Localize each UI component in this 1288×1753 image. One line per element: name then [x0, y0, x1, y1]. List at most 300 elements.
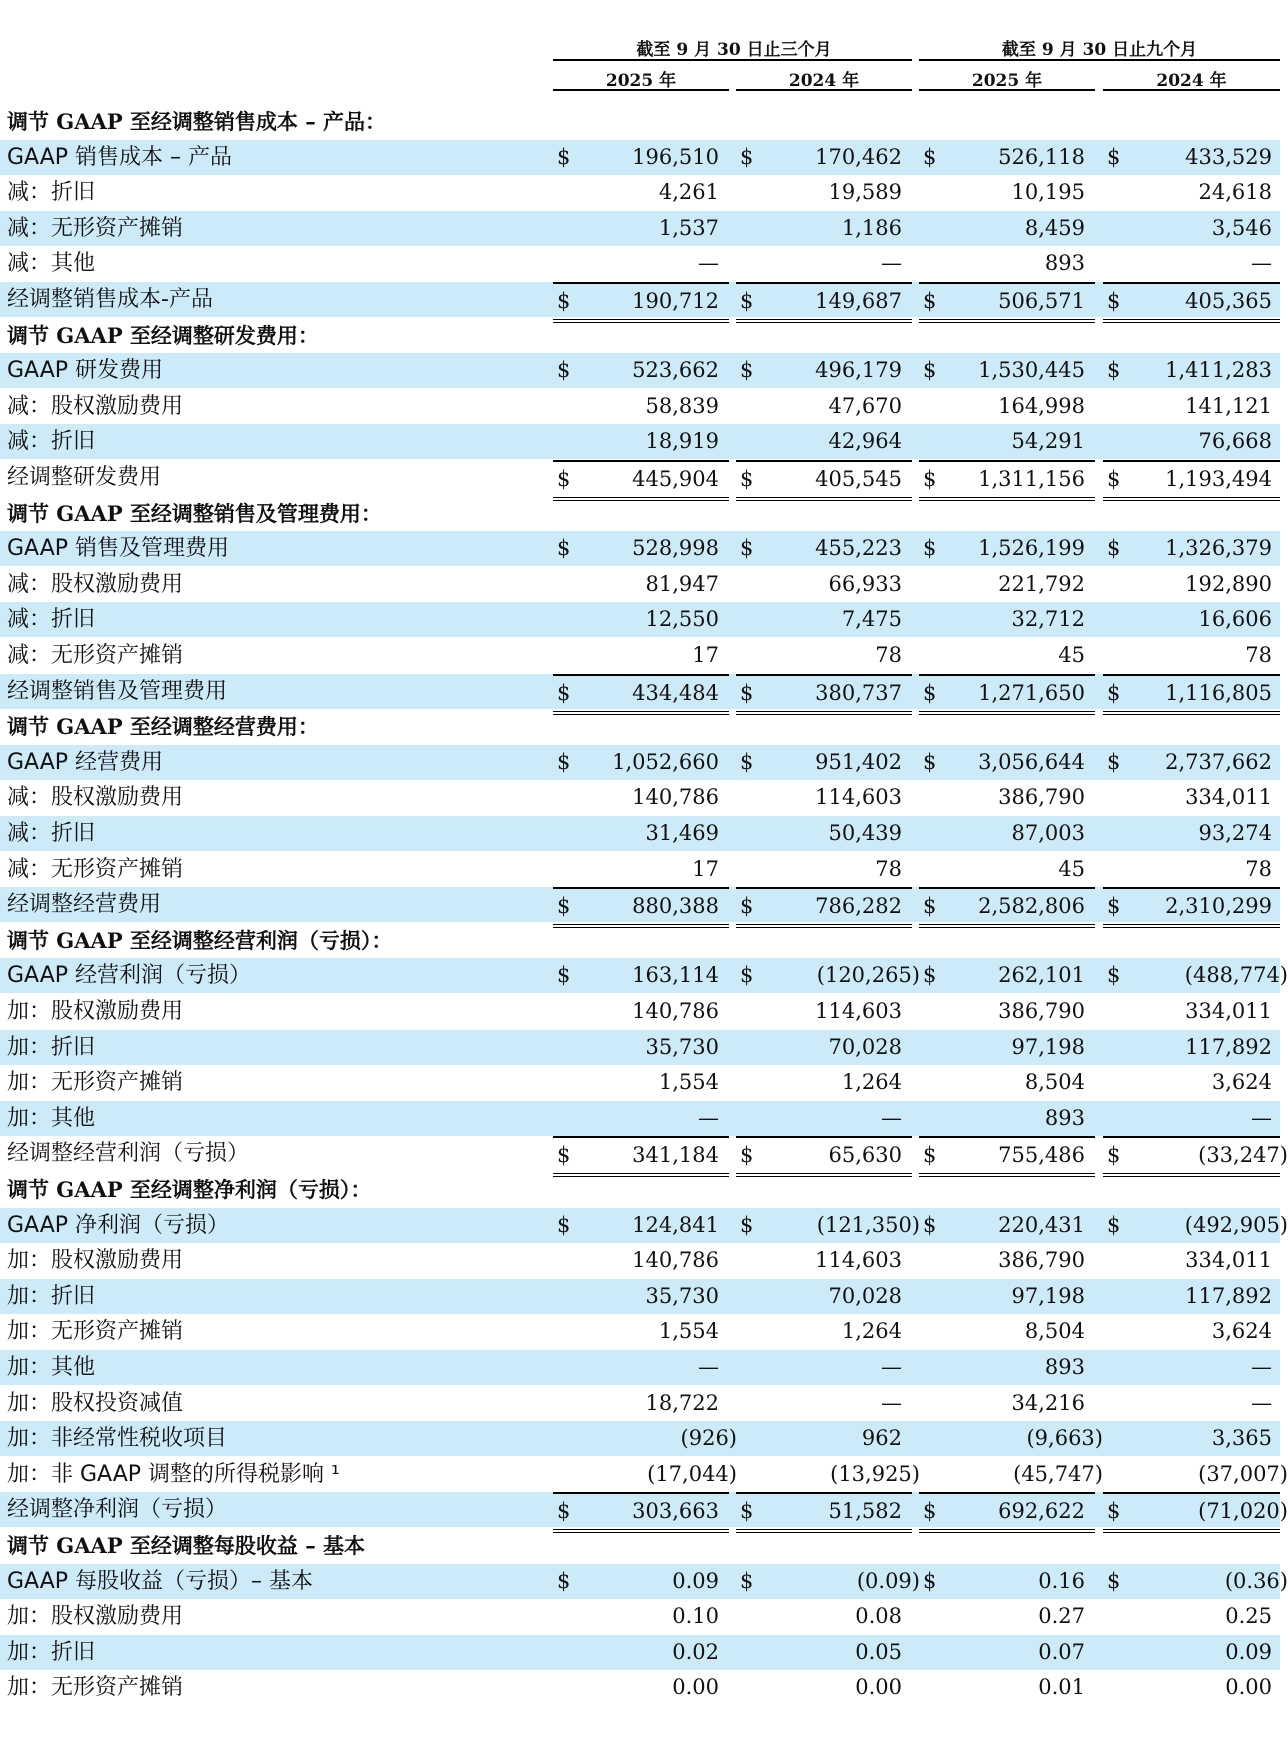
row-label: 加：其他 [7, 1355, 96, 1380]
value-text: (71,020) [1198, 1499, 1288, 1524]
value-text: — [698, 1105, 719, 1130]
row-label: GAAP 经营费用 [7, 749, 164, 775]
total-row [0, 1492, 1288, 1527]
value-text: 3,365 [1211, 1426, 1272, 1451]
value-cell [736, 1065, 912, 1100]
value-text: 164,998 [998, 393, 1085, 418]
value-cell [1103, 424, 1280, 459]
value-text: 1,554 [658, 1070, 719, 1095]
value-cell [1103, 1599, 1280, 1634]
value-text: 18,919 [645, 429, 719, 454]
value-text: 1,530,445 [978, 358, 1085, 383]
value-cell [736, 567, 912, 602]
value-cell [1103, 1208, 1288, 1243]
currency-symbol: $ [923, 1499, 937, 1524]
value-text: 124,841 [632, 1212, 719, 1237]
value-cell [736, 1314, 912, 1349]
value-text: (926) [680, 1426, 737, 1451]
value-text: 526,118 [998, 144, 1085, 169]
value-cell [736, 211, 912, 246]
currency-symbol: $ [557, 358, 571, 383]
value-text: 42,964 [828, 429, 902, 454]
value-text: 221,792 [998, 571, 1085, 596]
value-text: (9,663) [1026, 1426, 1103, 1451]
value-text: 0.09 [1225, 1639, 1272, 1664]
value-cell [919, 1314, 1095, 1349]
row-label: 减：股权激励费用 [7, 571, 184, 597]
value-cell [736, 994, 912, 1029]
currency-symbol: $ [740, 963, 754, 988]
value-text: 192,890 [1185, 571, 1272, 596]
table-row [0, 389, 1280, 424]
row-label: 加：非经常性税收项目 [7, 1426, 228, 1452]
value-text: 405,365 [1185, 289, 1272, 313]
row-label: 调节 GAAP 至经调整每股收益 – 基本 [7, 1533, 366, 1558]
value-text: (492,905) [1184, 1212, 1288, 1237]
currency-symbol: $ [923, 749, 937, 774]
value-text: 140,786 [632, 999, 719, 1023]
currency-symbol: $ [1107, 144, 1121, 169]
value-cell [736, 1564, 920, 1599]
value-text: 496,179 [815, 358, 902, 383]
value-text: — [698, 251, 719, 276]
value-cell [1103, 745, 1280, 780]
row-label: 加：股权激励费用 [7, 999, 184, 1024]
value-cell [1103, 1386, 1280, 1421]
currency-symbol: $ [1107, 1499, 1121, 1524]
currency-symbol: $ [557, 894, 571, 919]
value-text: — [1251, 1390, 1272, 1415]
value-cell [919, 140, 1095, 175]
value-cell [919, 175, 1095, 210]
value-text: 386,790 [998, 1248, 1085, 1273]
currency-symbol: $ [557, 1499, 571, 1524]
row-label: 减：无形资产摊销 [7, 856, 184, 882]
value-cell [736, 1279, 912, 1314]
section-heading [0, 496, 1280, 531]
value-cell [919, 1564, 1095, 1599]
table-row [0, 1208, 1288, 1243]
value-text: 34,216 [1011, 1390, 1085, 1415]
value-text: (33,247) [1198, 1143, 1288, 1168]
value-cell [736, 745, 912, 780]
value-cell [736, 531, 912, 566]
value-cell [1103, 1421, 1280, 1456]
currency-symbol: $ [923, 144, 937, 169]
value-text: 380,737 [815, 680, 902, 705]
currency-symbol: $ [923, 894, 937, 919]
row-label: 减：无形资产摊销 [7, 215, 184, 241]
value-text: 880,388 [632, 894, 719, 919]
value-text: 12,550 [645, 607, 719, 632]
value-cell [553, 1350, 729, 1385]
total-row [0, 460, 1280, 495]
value-text: 2,737,662 [1165, 749, 1272, 774]
value-cell [1103, 852, 1280, 887]
value-text: 3,546 [1211, 215, 1272, 240]
row-label: 加：其他 [7, 1105, 96, 1131]
value-cell [736, 1421, 912, 1456]
value-cell [919, 424, 1095, 459]
value-cell [736, 1670, 912, 1705]
value-cell [919, 211, 1095, 246]
value-cell [1103, 389, 1280, 424]
value-text: 78 [1245, 643, 1272, 667]
value-cell [553, 780, 729, 815]
value-cell [553, 211, 729, 246]
value-text: 3,624 [1211, 1319, 1272, 1344]
value-text: 0.08 [855, 1604, 902, 1629]
table-row [0, 353, 1280, 388]
value-text: 0.00 [855, 1675, 902, 1700]
value-text: 405,545 [815, 467, 902, 491]
value-cell [919, 852, 1095, 887]
currency-symbol: $ [740, 144, 754, 169]
value-text: 1,554 [658, 1319, 719, 1344]
value-text: 8,459 [1024, 215, 1085, 240]
table-row [0, 745, 1280, 780]
value-text: — [881, 1390, 902, 1415]
value-text: 3,624 [1211, 1070, 1272, 1095]
row-label: 经调整经营利润（亏损） [7, 1141, 250, 1167]
value-text: 140,786 [632, 1248, 719, 1273]
row-label: 减：折旧 [7, 821, 96, 846]
header-rule-9m [919, 59, 1280, 61]
value-cell [1103, 1065, 1280, 1100]
table-row [0, 958, 1288, 993]
value-text: 31,469 [645, 821, 719, 845]
value-text: 386,790 [998, 999, 1085, 1023]
value-text: 893 [1044, 1105, 1085, 1130]
value-text: 190,712 [632, 289, 719, 313]
table-row [0, 994, 1280, 1029]
value-cell [919, 958, 1095, 993]
value-cell [919, 745, 1095, 780]
value-text: 506,571 [998, 289, 1085, 313]
value-text: 17 [692, 643, 719, 667]
table-row [0, 531, 1280, 566]
value-cell [919, 1279, 1095, 1314]
header-three-months: 截至 9 月 30 日止三个月 [636, 40, 832, 60]
currency-symbol: $ [923, 1143, 937, 1168]
row-label: 经调整研发费用 [7, 465, 162, 490]
row-label: 加：非 GAAP 调整的所得税影响 ¹ [7, 1461, 340, 1487]
value-text: 0.10 [672, 1604, 719, 1629]
value-cell [553, 140, 729, 175]
value-cell [919, 1350, 1095, 1385]
row-label: GAAP 每股收益（亏损）– 基本 [7, 1568, 314, 1594]
row-label: 经调整经营费用 [7, 892, 162, 918]
value-text: 0.09 [672, 1568, 719, 1593]
row-label: GAAP 经营利润（亏损） [7, 963, 252, 989]
row-label: 调节 GAAP 至经调整净利润（亏损）： [7, 1177, 372, 1202]
value-cell [553, 567, 729, 602]
row-label: 减：折旧 [7, 180, 96, 206]
currency-symbol: $ [1107, 749, 1121, 774]
row-label: 调节 GAAP 至经调整经营利润（亏损）： [7, 927, 393, 953]
value-text: — [1251, 1355, 1272, 1379]
section-heading [0, 1528, 1280, 1563]
value-text: 1,193,494 [1165, 467, 1272, 491]
value-cell [553, 994, 729, 1029]
currency-symbol: $ [1107, 536, 1121, 561]
value-cell [553, 745, 729, 780]
value-text: 341,184 [632, 1143, 719, 1168]
value-text: 0.00 [1225, 1675, 1272, 1700]
value-text: 50,439 [828, 821, 902, 845]
currency-symbol: $ [740, 680, 754, 705]
row-label: 加：股权激励费用 [7, 1604, 184, 1630]
value-cell [553, 1564, 729, 1599]
value-cell [919, 567, 1095, 602]
table-row [0, 852, 1280, 887]
value-text: 523,662 [632, 358, 719, 383]
value-text: 51,582 [828, 1499, 902, 1524]
value-cell [1103, 602, 1280, 637]
currency-symbol: $ [740, 467, 754, 491]
row-label: 经调整净利润（亏损） [7, 1497, 228, 1523]
value-text: 334,011 [1185, 785, 1272, 810]
value-text: 78 [875, 643, 902, 667]
value-cell [1103, 246, 1280, 281]
value-text: 893 [1044, 251, 1085, 276]
value-text: (17,044) [647, 1461, 737, 1486]
value-text: 334,011 [1185, 1248, 1272, 1273]
value-text: 1,264 [841, 1319, 902, 1344]
currency-symbol: $ [740, 289, 754, 313]
row-label: 经调整销售成本-产品 [7, 287, 213, 312]
value-text: 114,603 [815, 1248, 902, 1273]
value-cell [736, 602, 912, 637]
value-cell [919, 638, 1095, 673]
value-cell [553, 246, 729, 281]
value-text: 81,947 [645, 571, 719, 596]
value-text: 951,402 [815, 749, 902, 774]
value-text: 528,998 [632, 536, 719, 561]
currency-symbol: $ [923, 289, 937, 313]
value-cell [736, 816, 912, 851]
value-cell [553, 1421, 737, 1456]
table-row [0, 638, 1280, 673]
currency-symbol: $ [740, 1143, 754, 1168]
currency-symbol: $ [557, 1568, 571, 1593]
value-text: 66,933 [828, 571, 902, 596]
value-cell [736, 353, 912, 388]
value-cell [553, 531, 729, 566]
total-row [0, 674, 1280, 709]
currency-symbol: $ [923, 680, 937, 705]
value-cell [919, 602, 1095, 637]
year-2025-9m: 2025 年 [971, 71, 1043, 91]
value-text: 0.16 [1038, 1568, 1085, 1593]
value-text: 445,904 [632, 467, 719, 491]
table-row [0, 780, 1280, 815]
value-text: 70,028 [828, 1283, 902, 1308]
value-text: 65,630 [828, 1143, 902, 1168]
value-cell [553, 175, 729, 210]
value-text: — [1251, 1105, 1272, 1130]
value-cell [553, 816, 729, 851]
currency-symbol: $ [740, 358, 754, 383]
value-cell [1103, 1564, 1288, 1599]
value-cell [1103, 175, 1280, 210]
value-text: 1,116,805 [1165, 680, 1272, 705]
table-row [0, 1101, 1280, 1136]
value-text: 334,011 [1185, 999, 1272, 1023]
value-cell [736, 246, 912, 281]
table-row [0, 602, 1280, 637]
value-text: 1,411,283 [1165, 358, 1272, 383]
currency-symbol: $ [923, 1568, 937, 1593]
currency-symbol: $ [923, 1212, 937, 1237]
year-rule-4 [1103, 89, 1280, 91]
year-2024-9m: 2024 年 [1156, 71, 1227, 91]
table-row [0, 1599, 1280, 1634]
value-text: 78 [1245, 856, 1272, 881]
value-text: 17 [692, 856, 719, 881]
currency-symbol: $ [923, 358, 937, 383]
currency-symbol: $ [740, 749, 754, 774]
row-label: 减：股权激励费用 [7, 393, 184, 419]
table-row [0, 1350, 1280, 1385]
table-row [0, 1670, 1280, 1705]
year-rule-2 [736, 89, 912, 91]
value-text: 2,310,299 [1165, 894, 1272, 919]
row-label: 减：折旧 [7, 429, 96, 455]
header-nine-months: 截至 9 月 30 日止九个月 [1001, 40, 1198, 60]
value-cell [919, 1670, 1095, 1705]
currency-symbol: $ [557, 289, 571, 313]
value-text: 114,603 [815, 999, 902, 1023]
value-text: — [881, 1355, 902, 1379]
value-text: (0.36) [1224, 1568, 1288, 1593]
value-text: 140,786 [632, 785, 719, 810]
value-text: (45,747) [1013, 1461, 1103, 1486]
row-label: 调节 GAAP 至经调整销售及管理费用： [7, 500, 382, 526]
row-label: 减：无形资产摊销 [7, 643, 184, 668]
currency-symbol: $ [557, 536, 571, 561]
value-text: 149,687 [815, 289, 902, 313]
value-cell [1103, 567, 1280, 602]
value-cell [553, 1314, 729, 1349]
currency-symbol: $ [1107, 894, 1121, 919]
value-text: 3,056,644 [978, 749, 1085, 774]
value-text: 692,622 [998, 1499, 1085, 1524]
currency-symbol: $ [740, 536, 754, 561]
value-cell [1103, 1030, 1280, 1065]
value-cell [736, 780, 912, 815]
currency-symbol: $ [923, 963, 937, 988]
currency-symbol: $ [740, 1212, 754, 1237]
value-text: 35,730 [645, 1283, 719, 1308]
value-text: 114,603 [815, 785, 902, 810]
value-text: 455,223 [815, 536, 902, 561]
value-cell [736, 389, 912, 424]
value-text: — [881, 1105, 902, 1130]
value-text: 117,892 [1185, 1034, 1272, 1059]
value-cell [553, 1208, 729, 1243]
value-cell [553, 1243, 729, 1278]
value-cell [553, 353, 729, 388]
value-text: (120,265) [816, 963, 920, 988]
section-heading [0, 318, 1280, 353]
currency-symbol: $ [1107, 680, 1121, 705]
value-text: 1,271,650 [978, 680, 1085, 705]
value-text: 1,311,156 [978, 467, 1085, 491]
value-cell [919, 531, 1095, 566]
row-label: GAAP 净利润（亏损） [7, 1212, 230, 1238]
value-cell [919, 353, 1095, 388]
value-text: 962 [861, 1426, 902, 1451]
table-row [0, 424, 1280, 459]
value-text: 1,326,379 [1165, 536, 1272, 561]
currency-symbol: $ [557, 749, 571, 774]
total-row [0, 282, 1280, 317]
value-text: 220,431 [998, 1212, 1085, 1237]
value-cell [1103, 1670, 1280, 1705]
value-text: 76,668 [1198, 429, 1272, 454]
value-cell [919, 1101, 1095, 1136]
value-text: 16,606 [1198, 607, 1272, 632]
value-text: 4,261 [658, 180, 719, 205]
value-text: 1,526,199 [978, 536, 1085, 561]
section-heading [0, 104, 1280, 139]
value-text: 87,003 [1011, 821, 1085, 845]
value-text: 141,121 [1185, 393, 1272, 418]
value-cell [736, 1386, 912, 1421]
value-text: 97,198 [1011, 1034, 1085, 1059]
value-text: 893 [1044, 1355, 1085, 1379]
value-cell [1103, 780, 1280, 815]
currency-symbol: $ [1107, 289, 1121, 313]
value-cell [553, 602, 729, 637]
value-cell [919, 1599, 1095, 1634]
value-cell [919, 1421, 1103, 1456]
value-cell [919, 1030, 1095, 1065]
value-text: 24,618 [1198, 180, 1272, 205]
row-label: 加：股权投资减值 [7, 1390, 184, 1416]
value-cell [1103, 211, 1280, 246]
currency-symbol: $ [1107, 1143, 1121, 1168]
value-text: 2,582,806 [978, 894, 1085, 919]
value-text: 97,198 [1011, 1283, 1085, 1308]
value-cell [736, 1243, 912, 1278]
section-heading [0, 1172, 1280, 1207]
currency-symbol: $ [557, 680, 571, 705]
currency-symbol: $ [1107, 1212, 1121, 1237]
currency-symbol: $ [1107, 963, 1121, 988]
table-row [0, 1065, 1280, 1100]
value-text: 196,510 [632, 144, 719, 169]
value-text: 303,663 [632, 1499, 719, 1524]
table-row [0, 175, 1280, 210]
value-text: 32,712 [1011, 607, 1085, 632]
value-cell [919, 1208, 1095, 1243]
row-label: GAAP 研发费用 [7, 358, 164, 384]
table-row [0, 1279, 1280, 1314]
value-text: 262,101 [998, 963, 1085, 988]
currency-symbol: $ [740, 894, 754, 919]
row-label: 加：股权激励费用 [7, 1248, 184, 1274]
value-text: 0.02 [672, 1639, 719, 1664]
year-2025-3m: 2025 年 [605, 71, 677, 91]
currency-symbol: $ [557, 1212, 571, 1237]
value-cell [1103, 994, 1280, 1029]
value-cell [919, 1065, 1095, 1100]
currency-symbol: $ [1107, 467, 1121, 491]
value-cell [736, 1350, 912, 1385]
value-text: 170,462 [815, 144, 902, 169]
